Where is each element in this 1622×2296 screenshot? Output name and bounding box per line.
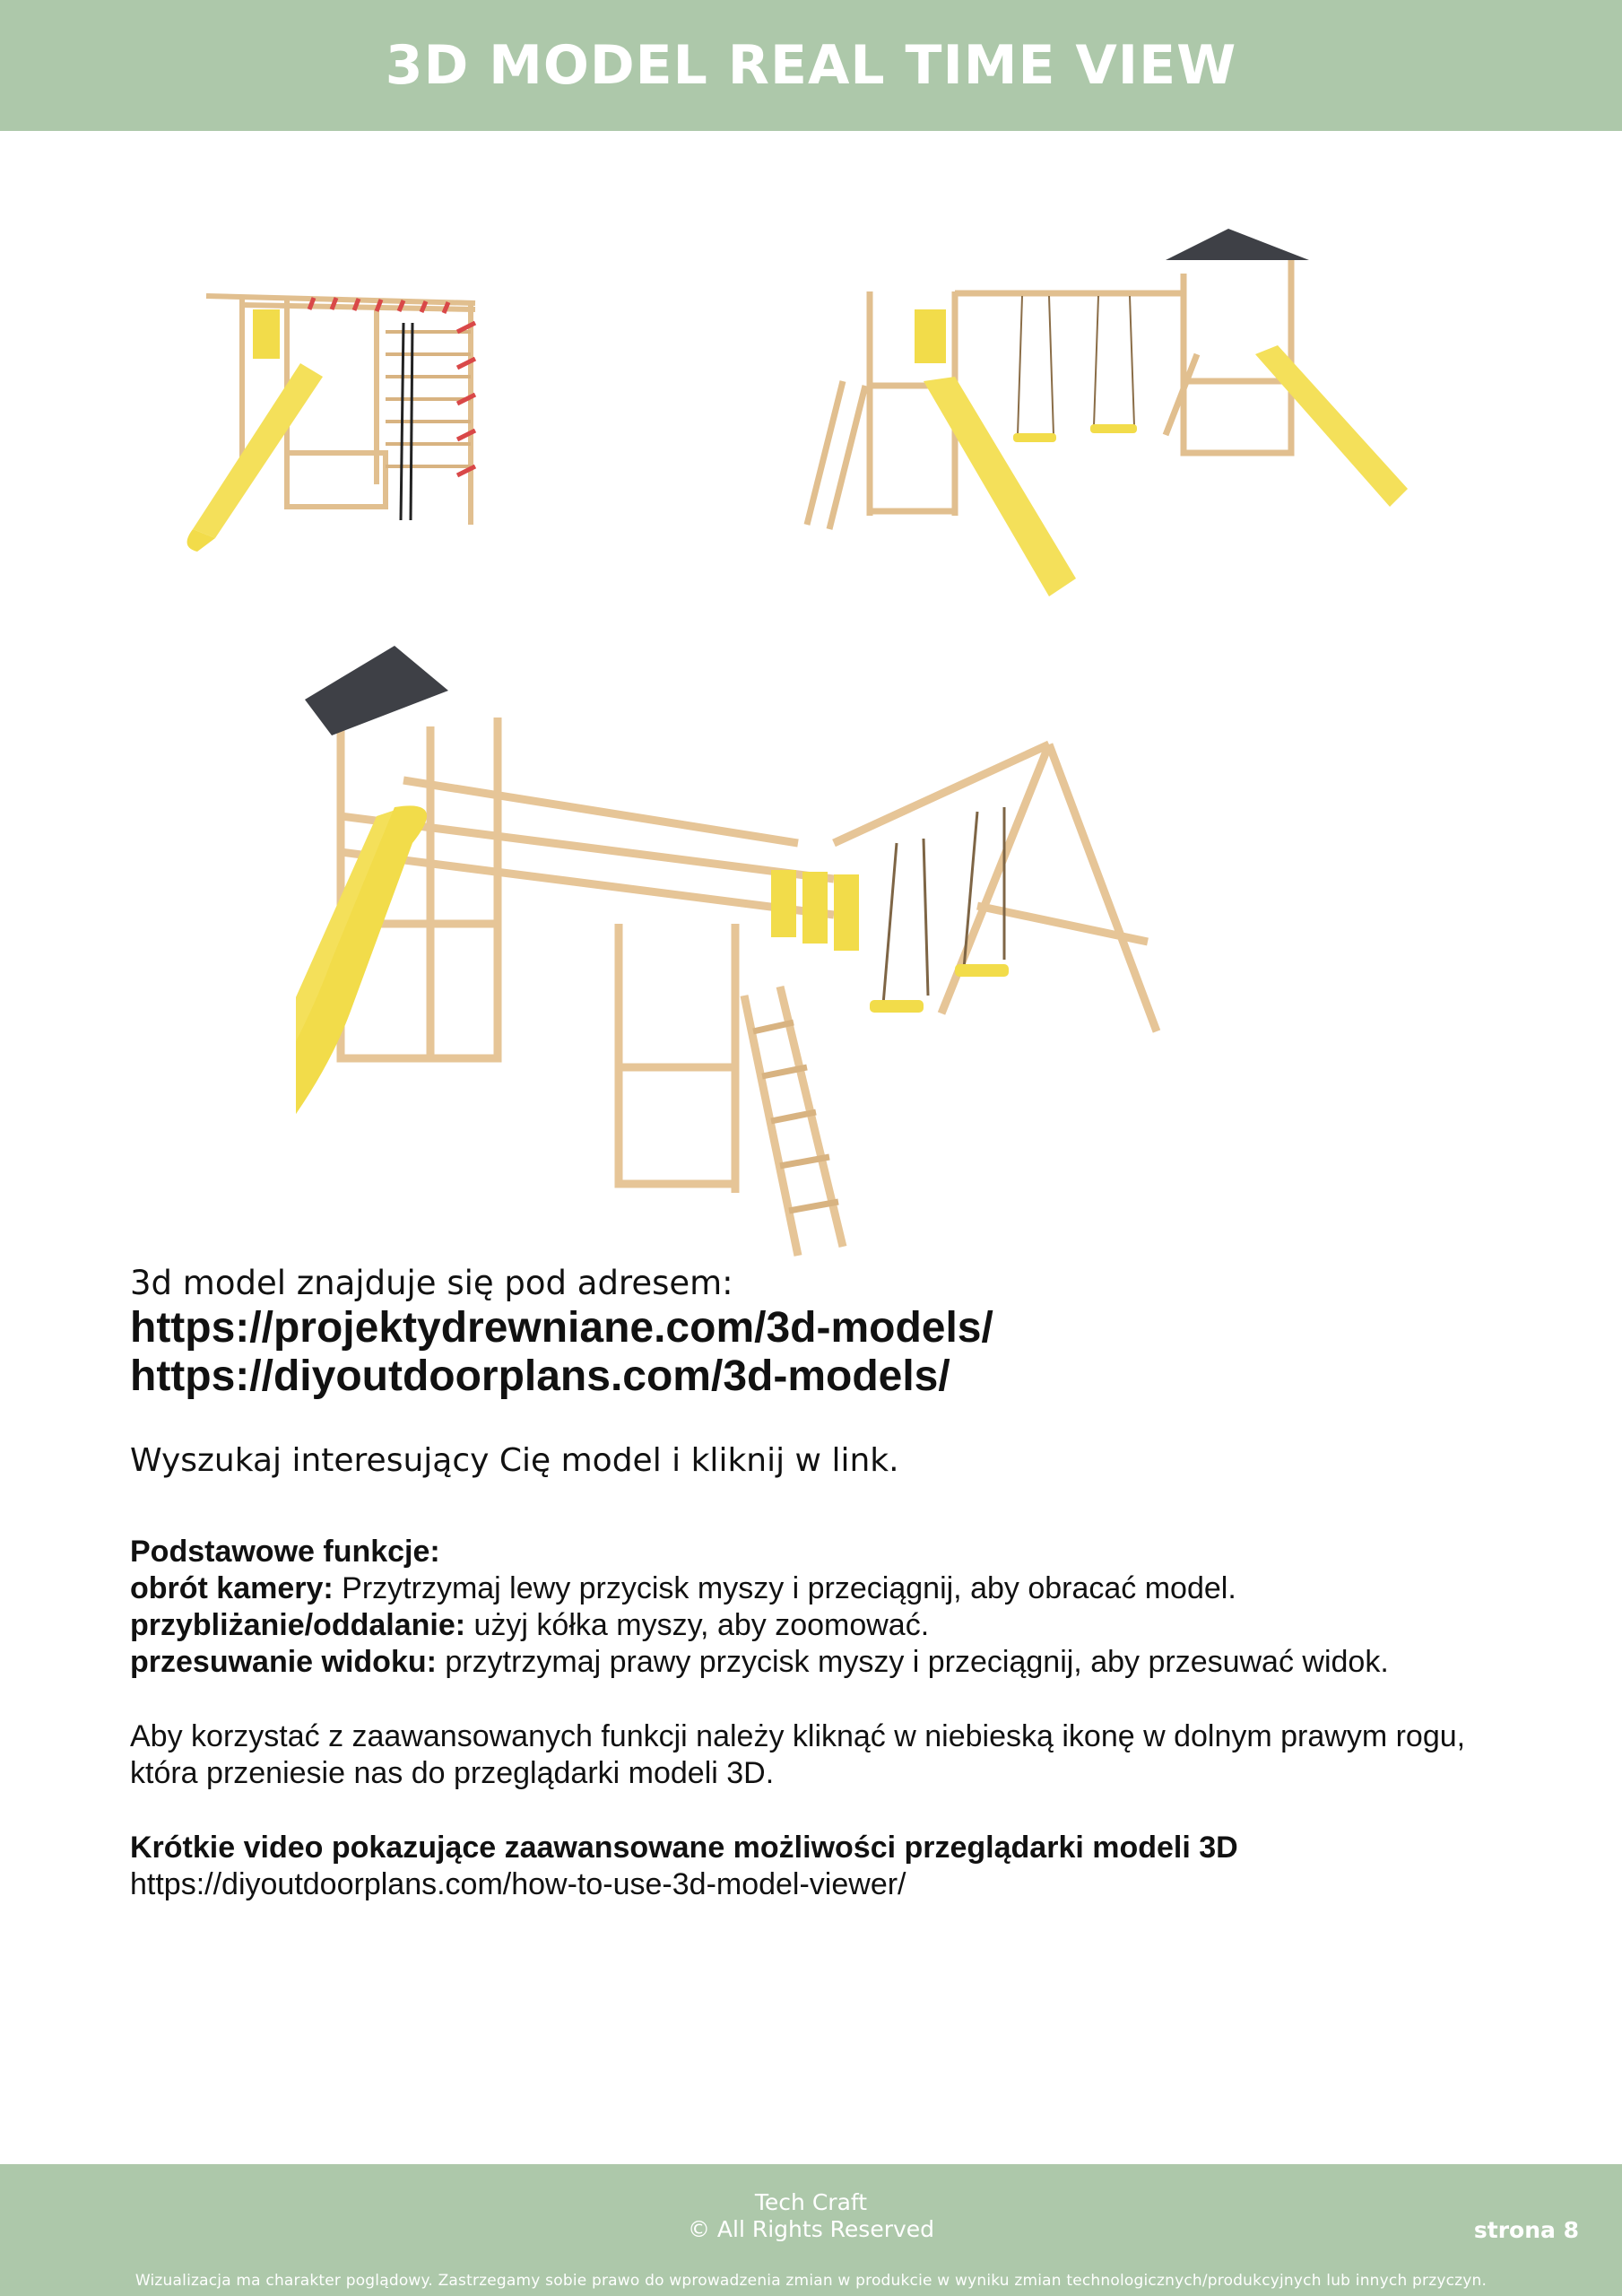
footer-rights: © All Rights Reserved <box>687 2216 935 2242</box>
video-section <box>130 1830 1529 1903</box>
function-pan-text: przytrzymaj prawy przycisk myszy i przeciągnij, aby przesuwać widok. <box>436 1645 1389 1679</box>
function-zoom-label: przybliżanie/oddalanie: <box>130 1608 466 1642</box>
link-diyoutdoorplans[interactable]: https://diyoutdoorplans.com/3d-models/ <box>130 1352 950 1400</box>
functions-title: Podstawowe funkcje: <box>130 1535 440 1569</box>
body-content <box>130 1263 1529 1903</box>
function-zoom-text: użyj kółka myszy, aby zoomować. <box>465 1608 930 1642</box>
page-title: 3D MODEL REAL TIME VIEW <box>385 34 1237 97</box>
intro-text: 3d model znajduje się pod adresem: <box>130 1264 733 1302</box>
footer-company: Tech Craft <box>754 2189 868 2215</box>
function-rotate-text: Przytrzymaj lewy przycisk myszy i przeciągnij, aby obracać model. <box>333 1571 1236 1605</box>
advanced-functions-text: Aby korzystać z zaawansowanych funkcji należy kliknąć w niebieską ikonę w dolnym prawym rogu, która przeniesie nas do przeglądarki modeli 3D. <box>130 1719 1466 1790</box>
link-projektydrewniane[interactable]: https://projektydrewniane.com/3d-models/ <box>130 1304 993 1352</box>
function-pan-label: przesuwanie widoku: <box>130 1645 437 1679</box>
footer-band <box>0 2164 1622 2296</box>
page-number: strona 8 <box>1473 2217 1579 2243</box>
functions-list <box>130 1534 1529 1681</box>
video-link[interactable]: https://diyoutdoorplans.com/how-to-use-3d-model-viewer/ <box>130 1867 906 1901</box>
playground-illustration-1 <box>152 278 547 574</box>
search-instruction: Wyszukaj interesujący Cię model i kliknij w link. <box>130 1442 899 1479</box>
video-title: Krótkie video pokazujące zaawansowane możliwości przeglądarki modeli 3D <box>130 1831 1238 1865</box>
function-rotate-label: obrót kamery: <box>130 1571 334 1605</box>
playground-illustration-2 <box>789 220 1435 614</box>
footer-credits <box>0 2189 1622 2243</box>
header-band <box>0 0 1622 131</box>
playground-illustration-3 <box>296 637 1340 1265</box>
footer-disclaimer: Wizualizacja ma charakter poglądowy. Zastrzegamy sobie prawo do wprowadzenia zmian w produkcie w wyniku zmian technologicznych/produkcyjnych lub innych przyczyn. <box>134 2272 1488 2290</box>
